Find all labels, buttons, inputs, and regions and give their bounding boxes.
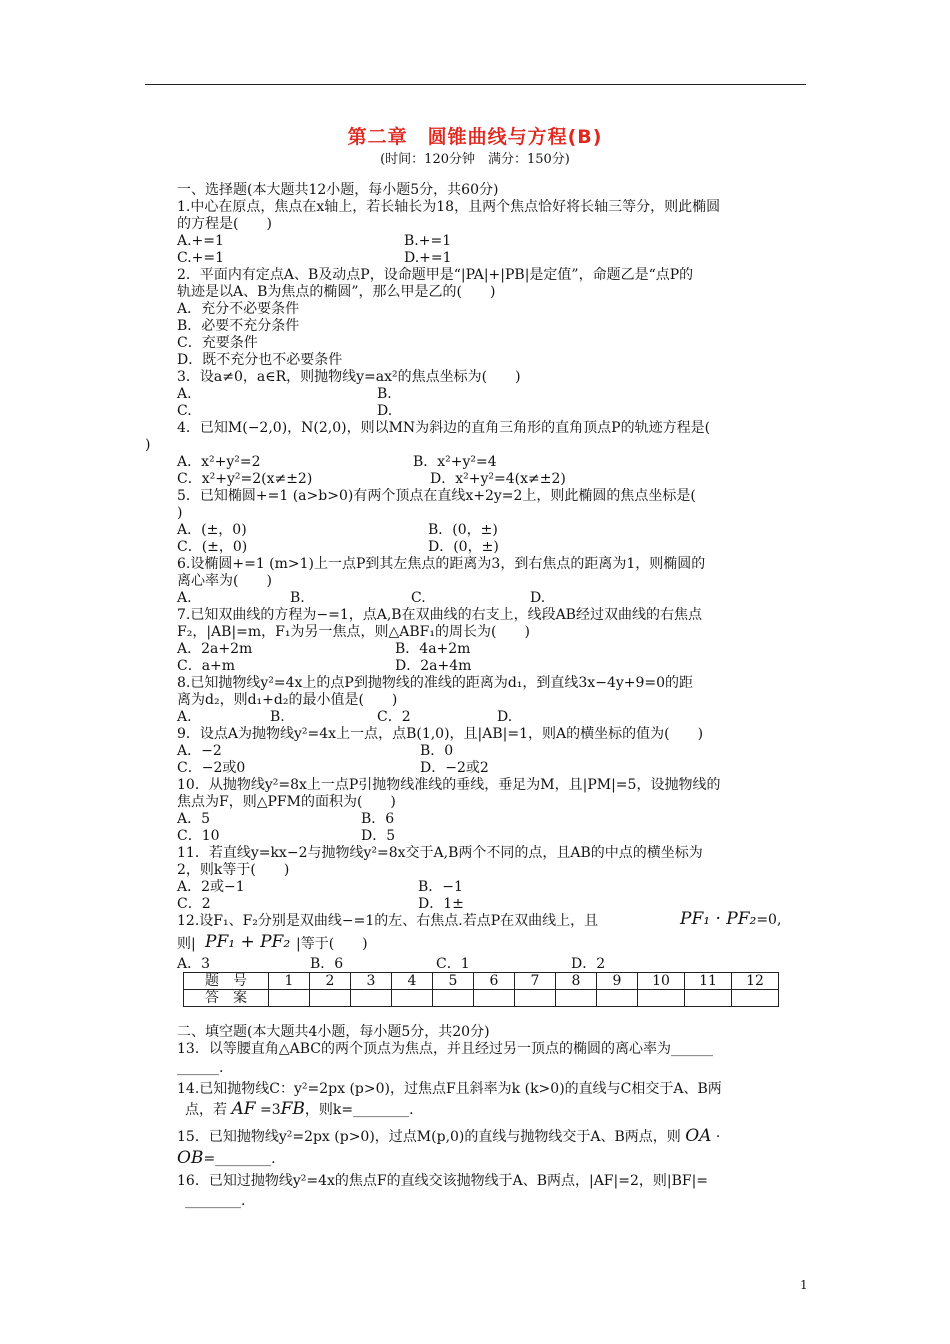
q7-opt-c: C．a+m xyxy=(177,658,236,674)
q8-opt-b: B. xyxy=(270,709,285,725)
q12-line2-pre: 则| xyxy=(177,936,196,952)
q10-opt-a: A．5 xyxy=(177,811,211,827)
table-cell: 5 xyxy=(433,973,474,990)
q6-line2: 离心率为( ) xyxy=(177,573,272,589)
q14-text-pre: 点，若 xyxy=(185,1102,227,1118)
q9-opt-a: A．−2 xyxy=(177,743,222,759)
section2-heading: 二、填空题(本大题共4小题，每小题5分，共20分) xyxy=(177,1024,490,1040)
q11-line1: 11．若直线y=kx−2与抛物线y²=8x交于A,B两个不同的点，且AB的中点的横坐标为 xyxy=(177,845,703,861)
table-header-cell: 答 案 xyxy=(184,990,269,1007)
q13-line1: 13．以等腰直角△ABC的两个顶点为焦点，并且经过另一顶点的椭圆的离心率为______ xyxy=(177,1041,713,1057)
q8-opt-d: D. xyxy=(497,709,513,725)
q10-opt-c: C．10 xyxy=(177,828,220,844)
table-cell: 8 xyxy=(556,973,597,990)
q5-opt-d: D．(0，±) xyxy=(428,539,499,555)
answer-cell[interactable] xyxy=(556,990,597,1007)
q5-line1: 5．已知椭圆+=1 (a>b>0)有两个顶点在直线x+2y=2上，则此椭圆的焦点坐标是( xyxy=(177,488,696,504)
table-cell: 3 xyxy=(351,973,392,990)
q14-vec-fb: FB xyxy=(280,1099,305,1119)
answer-cell[interactable] xyxy=(392,990,433,1007)
q6-opt-c: C. xyxy=(411,590,426,606)
q5-opt-a: A．(±，0) xyxy=(177,522,247,538)
q1-line2: 的方程是( ) xyxy=(177,216,272,232)
q3-opt-d: D. xyxy=(377,403,393,419)
q4-opt-c: C．x²+y²=2(x≠±2) xyxy=(177,471,313,487)
answer-cell[interactable] xyxy=(310,990,351,1007)
answer-cell[interactable] xyxy=(685,990,732,1007)
q12-vector-dot xyxy=(680,911,781,929)
q2-line1: 2．平面内有定点A、B及动点P，设命题甲是“|PA|+|PB|是定值”，命题乙是“点P的 xyxy=(177,267,694,283)
table-cell: 9 xyxy=(597,973,638,990)
q11-opt-d: D．1± xyxy=(418,896,464,912)
q6-opt-d: D. xyxy=(530,590,546,606)
q7-line1: 7.已知双曲线的方程为−=1，点A,B在双曲线的右支上，线段AB经过双曲线的右焦点 xyxy=(177,607,702,623)
q2-opt-b: B．必要不充分条件 xyxy=(177,318,300,334)
answer-cell[interactable] xyxy=(732,990,779,1007)
answer-cell[interactable] xyxy=(474,990,515,1007)
q6-opt-b: B. xyxy=(290,590,305,606)
section1-heading: 一、选择题(本大题共12小题，每小题5分，共60分) xyxy=(177,182,499,198)
q7-line2: F₂，|AB|=m，F₁为另一焦点，则△ABF₁的周长为( ) xyxy=(177,624,530,640)
q12-vec-eq: =0, xyxy=(756,912,782,928)
table-row xyxy=(184,973,779,990)
q11-opt-a: A．2或−1 xyxy=(177,879,245,895)
q10-line1: 10．从抛物线y²=8x上一点P引抛物线准线的垂线，垂足为M，且|PM|=5，设抛物线的 xyxy=(177,777,721,793)
q6-line1: 6.设椭圆+=1 (m>1)上一点P到其左焦点的距离为3，到右焦点的距离为1，则椭圆的 xyxy=(177,556,706,572)
q4-opt-a: A．x²+y²=2 xyxy=(177,454,261,470)
q1-opt-a: A.+=1 xyxy=(177,233,224,249)
q1-opt-b: B.+=1 xyxy=(404,233,452,249)
q15-text: 15．已知抛物线y²=2px (p>0)，过点M(p,0)的直线与抛物线交于A、B两点，则 xyxy=(177,1129,681,1145)
q10-line2: 焦点为F，则△PFM的面积为( ) xyxy=(177,794,396,810)
q14-text-mid: =3 xyxy=(259,1102,281,1118)
table-cell: 12 xyxy=(732,973,779,990)
q12-line2-post: |等于( ) xyxy=(296,936,368,952)
q1-opt-d: D.+=1 xyxy=(404,250,452,266)
q8-line1: 8.已知抛物线y²=4x上的点P到抛物线的准线的距离为d₁，到直线3x−4y+9=0的距 xyxy=(177,675,694,691)
q5-line2: ) xyxy=(177,505,183,521)
q10-opt-d: D．5 xyxy=(361,828,396,844)
q2-opt-c: C．充要条件 xyxy=(177,335,258,351)
answer-table xyxy=(183,972,779,1007)
table-header-cell: 题 号 xyxy=(184,973,269,990)
q12-vector-sum xyxy=(205,934,290,952)
q12-opt-c: C．1 xyxy=(436,956,470,972)
q9-opt-b: B．0 xyxy=(420,743,454,759)
q16-line1: 16．已知过抛物线y²=4x的焦点F的直线交该抛物线于A、B两点，|AF|=2，则|BF|= xyxy=(177,1173,709,1189)
q9-opt-d: D．−2或2 xyxy=(420,760,489,776)
q10-opt-b: B．6 xyxy=(361,811,395,827)
q7-opt-d: D．2a+4m xyxy=(395,658,472,674)
q9-opt-c: C．−2或0 xyxy=(177,760,246,776)
answer-cell[interactable] xyxy=(433,990,474,1007)
table-cell: 2 xyxy=(310,973,351,990)
top-rule xyxy=(145,84,806,85)
q5-opt-c: C．(±，0) xyxy=(177,539,248,555)
table-cell: 11 xyxy=(685,973,732,990)
answer-cell[interactable] xyxy=(269,990,310,1007)
table-cell: 7 xyxy=(515,973,556,990)
q16-line2: ________. xyxy=(185,1193,246,1209)
q15-line1 xyxy=(177,1128,720,1146)
q4-opt-d: D．x²+y²=4(x≠±2) xyxy=(430,471,566,487)
q8-opt-a: A. xyxy=(177,709,192,725)
q15-vec-oa: OA xyxy=(685,1126,712,1146)
q14-line1: 14.已知抛物线C：y²=2px (p>0)，过焦点F且斜率为k (k>0)的直线与C相交于A、B两 xyxy=(177,1081,722,1097)
page-number: 1 xyxy=(800,1278,808,1292)
q12-vec-sum: PF₁ + PF₂ xyxy=(205,932,291,952)
q4-line2: ) xyxy=(145,437,151,453)
table-cell: 6 xyxy=(474,973,515,990)
q9-line1: 9．设点A为抛物线y²=4x上一点，点B(1,0)，且|AB|=1，则A的横坐标的值为( ) xyxy=(177,726,704,742)
q3-opt-c: C. xyxy=(177,403,192,419)
q4-line1: 4．已知M(−2,0)，N(2,0)，则以MN为斜边的直角三角形的直角顶点P的轨迹方程是( xyxy=(177,420,711,436)
answer-cell[interactable] xyxy=(351,990,392,1007)
page-title: 第二章 圆锥曲线与方程(B) xyxy=(347,126,603,148)
q7-opt-b: B．4a+2m xyxy=(395,641,471,657)
q2-opt-a: A．充分不必要条件 xyxy=(177,301,300,317)
q11-line2: 2，则k等于( ) xyxy=(177,862,290,878)
q15-text-post: =________. xyxy=(203,1151,276,1167)
q4-opt-b: B．x²+y²=4 xyxy=(413,454,497,470)
q12-opt-d: D．2 xyxy=(571,956,606,972)
q1-opt-c: C.+=1 xyxy=(177,250,225,266)
q6-opt-a: A. xyxy=(177,590,192,606)
q14-line2 xyxy=(185,1101,414,1119)
answer-cell[interactable] xyxy=(638,990,685,1007)
table-row xyxy=(184,990,779,1007)
q13-line2: ______. xyxy=(177,1060,224,1076)
q8-opt-c: C．2 xyxy=(377,709,411,725)
q14-text-post: ，则k=________. xyxy=(304,1102,414,1118)
answer-cell[interactable] xyxy=(515,990,556,1007)
exam-info: (时间：120分钟 满分：150分) xyxy=(380,152,570,167)
q8-line2: 离为d₂，则d₁+d₂的最小值是( ) xyxy=(177,692,398,708)
q3-opt-a: A. xyxy=(177,386,192,402)
q12-vec-product: PF₁ · PF₂ xyxy=(680,909,757,929)
q3-line1: 3．设a≠0，a∈R，则抛物线y=ax²的焦点坐标为( ) xyxy=(177,369,521,385)
q15-vec-ob: OB xyxy=(177,1148,204,1168)
q11-opt-c: C．2 xyxy=(177,896,211,912)
q1-line1: 1.中心在原点，焦点在x轴上，若长轴长为18，且两个焦点恰好将长轴三等分，则此椭圆 xyxy=(177,199,721,215)
q2-opt-d: D．既不充分也不必要条件 xyxy=(177,352,343,368)
q11-opt-b: B．−1 xyxy=(418,879,463,895)
q2-line2: 轨迹是以A、B为焦点的椭圆”，那么甲是乙的( ) xyxy=(177,284,496,300)
table-cell: 1 xyxy=(269,973,310,990)
answer-cell[interactable] xyxy=(597,990,638,1007)
q12-opt-a: A．3 xyxy=(177,956,211,972)
table-cell: 4 xyxy=(392,973,433,990)
q14-vec-af: AF xyxy=(231,1099,256,1119)
q7-opt-a: A．2a+2m xyxy=(177,641,253,657)
q12-line1: 12.设F₁、F₂分别是双曲线−=1的左、右焦点.若点P在双曲线上，且 xyxy=(177,913,599,929)
q5-opt-b: B．(0，±) xyxy=(428,522,498,538)
q3-opt-b: B. xyxy=(377,386,392,402)
table-cell: 10 xyxy=(638,973,685,990)
q12-opt-b: B．6 xyxy=(310,956,344,972)
q15-line2 xyxy=(177,1150,276,1168)
q15-dot: · xyxy=(715,1129,721,1145)
